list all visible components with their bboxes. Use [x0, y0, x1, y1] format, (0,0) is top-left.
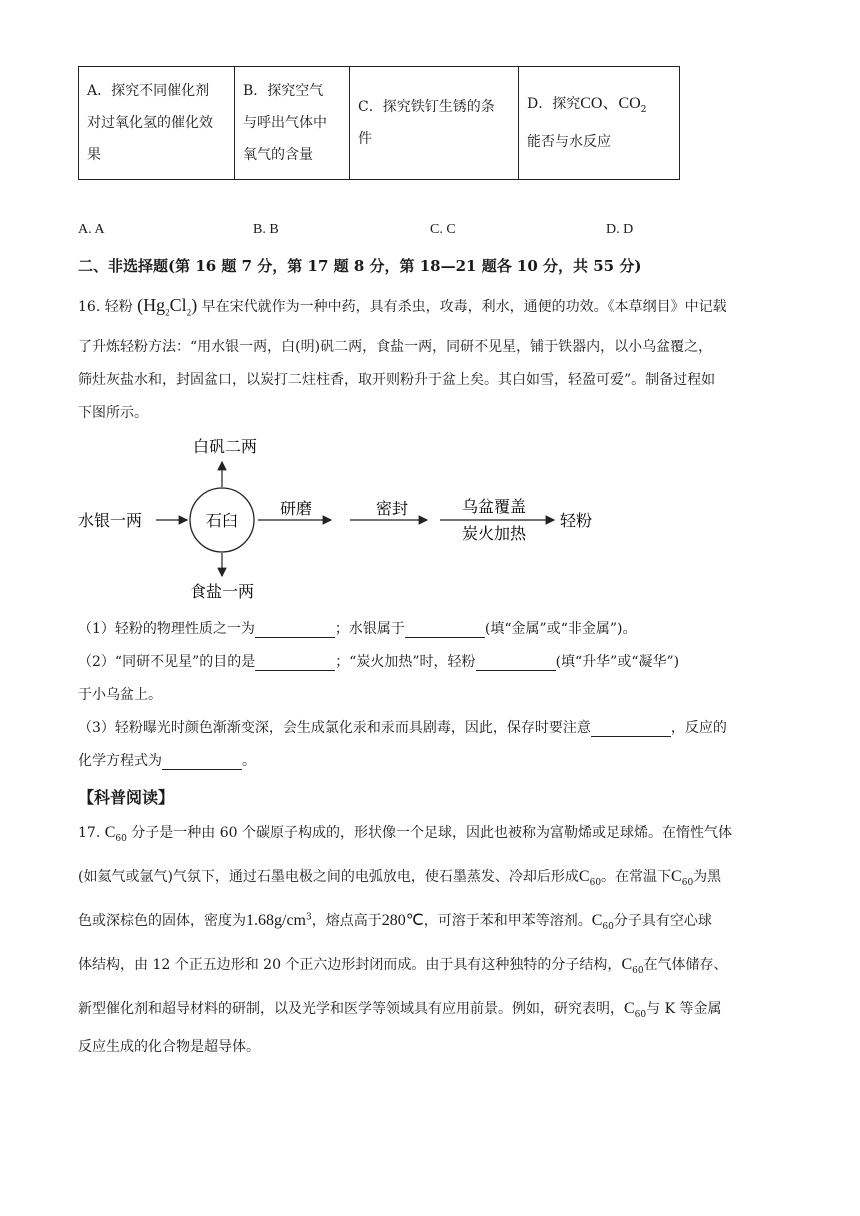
sub3-text-c: 化学方程式为 [78, 753, 162, 769]
option-b-line2: 与呼出气体中 [243, 115, 327, 131]
c60-sub: 60 [602, 921, 614, 932]
option-b-line3: 氧气的含量 [243, 147, 313, 163]
option-c-cell [350, 67, 519, 180]
q16-sub1 [78, 618, 636, 638]
option-b-line1: B．探究空气 [243, 83, 324, 99]
q16-sub3-cont [78, 750, 256, 770]
sub2-text-c: (填“升华”或“凝华”) [555, 654, 680, 670]
formula-sub1: 2 [165, 307, 170, 318]
q17-line1 [78, 822, 732, 844]
q17-line2-a: (如氦气或氩气)气氛下，通过石墨电极之间的电弧放电，使石墨蒸发、冷却后形成 [78, 869, 579, 885]
q16-sub2 [78, 651, 679, 671]
density-value: 1.68g/cm [246, 912, 306, 929]
step-grind: 研磨 [280, 499, 313, 518]
step-heat: 炭火加热 [462, 524, 527, 543]
q17-line1-text: 分子是一种由 60 个碳原子构成的，形状像一个足球，因此也被称为富勒烯或足球烯。在惰性气体 [131, 825, 733, 841]
answer-blank-4[interactable] [476, 654, 556, 671]
q16-line1 [78, 295, 727, 318]
choice-a[interactable]: A. A [78, 222, 105, 237]
q17-line3-a: 色或深棕色的固体，密度为 [78, 913, 246, 929]
answer-blank-5[interactable] [591, 720, 671, 737]
process-diagram [70, 430, 630, 605]
choice-c[interactable]: C. C [430, 222, 456, 237]
c60-sub: 60 [589, 877, 602, 888]
q17-line3 [78, 910, 712, 932]
q17-line2-b: 。在常温下 [601, 869, 672, 885]
option-c-line1: C．探究铁钉生锈的条 [358, 99, 495, 115]
q17-line5-b: 与 K 等金属 [646, 1001, 722, 1017]
sub3-text-a: （3）轻粉曝光时颜色渐渐变深，会生成氯化汞和汞而具剧毒，因此，保存时要注意 [78, 720, 591, 736]
q17-line4-a: 体结构，由 12 个正五边形和 20 个正六边形封闭而成。由于具有这种独特的分子结构， [78, 957, 622, 973]
q17-line3-c: ，可溶于苯和甲苯等溶剂。 [423, 913, 592, 929]
step-seal: 密封 [376, 499, 409, 518]
hg2cl2-formula: $(Hg_2Cl_2)$ [137, 295, 198, 318]
density-sup: 3 [306, 912, 312, 923]
c60-c: C [578, 868, 590, 885]
c60-sub: 60 [681, 877, 694, 888]
q16-line2: 了升炼轻粉方法：“用水银一两，白(明)矾二两，食盐一两，同研不见星，铺于铁器内，以小乌盆覆之， [78, 339, 713, 355]
option-d-line1 [527, 88, 671, 126]
c60-c: C [621, 956, 633, 973]
c60-sub: 60 [632, 965, 644, 976]
answer-blank-6[interactable] [162, 753, 242, 770]
q17-number: 17. [78, 825, 101, 841]
co2-subscript: 2 [640, 104, 647, 115]
q16-number: 16. 轻粉 [78, 299, 133, 315]
q17-line5 [78, 998, 721, 1020]
step-cover: 乌盆覆盖 [462, 497, 527, 516]
q16-sub2-cont: 于小乌盆上。 [78, 687, 162, 703]
sub2-text-b: ；“炭火加热”时，轻粉 [335, 654, 476, 670]
option-d-line2: 能否与水反应 [527, 133, 611, 150]
c60-c: C [591, 912, 603, 929]
label-left: 水银一两 [78, 511, 143, 530]
formula-cl: Cl [169, 295, 187, 315]
label-top: 白矾二两 [192, 437, 258, 456]
q17-line4 [78, 954, 728, 976]
q16-line1-text: 早在宋代就作为一种中药，具有杀虫，攻毒，利水，通便的功效。《本草纲目》中记载 [201, 299, 727, 315]
product-label: 轻粉 [560, 511, 593, 530]
formula-sub2: 2 [186, 307, 192, 318]
sub1-text-a: （1）轻粉的物理性质之一为 [78, 621, 255, 637]
co-formula: CO、CO [580, 95, 641, 113]
option-d-prefix: D．探究 [527, 96, 581, 113]
q17-line6: 反应生成的化合物是超导体。 [78, 1039, 260, 1055]
option-a-cell [79, 67, 235, 180]
reading-heading: 【科普阅读】 [78, 788, 175, 807]
sub2-text-a: （2）“同研不见星”的目的是 [78, 654, 256, 670]
c60-c: C [671, 868, 682, 885]
mortar-label: 石臼 [205, 511, 239, 530]
q16-sub3 [78, 717, 727, 737]
q17-line5-a: 新型催化剂和超导材料的研制，以及光学和医学等领域具有应用前景。例如，研究表明， [78, 1001, 624, 1017]
temp-value: 280℃ [381, 912, 424, 929]
q17-line3-d: 分子具有空心球 [613, 913, 712, 929]
answer-blank-2[interactable] [405, 621, 485, 638]
q17-line2-c: 为黑 [693, 869, 722, 885]
option-a-line3: 果 [87, 147, 101, 163]
option-a-line2: 对过氧化氢的催化效 [87, 115, 213, 131]
sub3-text-b: ，反应的 [670, 720, 727, 736]
q16-line3: 筛灶灰盐水和，封固盆口，以炭打二炷柱香，取开则粉升于盆上矣。其白如雪，轻盈可爱”。制备过程如 [78, 372, 716, 388]
option-b-cell [235, 67, 350, 180]
c60-c: C [104, 824, 116, 841]
option-c-line2: 件 [358, 131, 372, 147]
c60-sub: 60 [115, 833, 127, 844]
answer-blank-1[interactable] [255, 621, 335, 638]
c60-sub: 60 [634, 1009, 647, 1020]
sub1-text-c: (填“金属”或“非金属”)。 [484, 621, 637, 637]
q17-line3-b: ，熔点高于 [311, 913, 382, 929]
sub1-text-b: ；水银属于 [334, 621, 405, 637]
q17-line2 [78, 866, 721, 888]
q17-line4-b: 在气体储存、 [643, 957, 728, 973]
answer-blank-3[interactable] [255, 654, 335, 671]
choice-b[interactable]: B. B [253, 222, 279, 237]
q16-line4: 下图所示。 [78, 405, 148, 421]
formula-hg: Hg [143, 295, 166, 315]
label-bottom: 食盐一两 [189, 582, 255, 601]
option-d-cell [519, 67, 680, 180]
options-table [78, 66, 680, 180]
section-heading: 二、非选择题(第 16 题 7 分，第 17 题 8 分，第 18—21 题各 10 分，共 55 分) [78, 257, 642, 275]
sub3-text-d: 。 [242, 753, 256, 769]
c60-c: C [624, 1000, 635, 1017]
option-a-line1: A．探究不同催化剂 [87, 83, 210, 99]
choice-d[interactable]: D. D [606, 222, 634, 237]
